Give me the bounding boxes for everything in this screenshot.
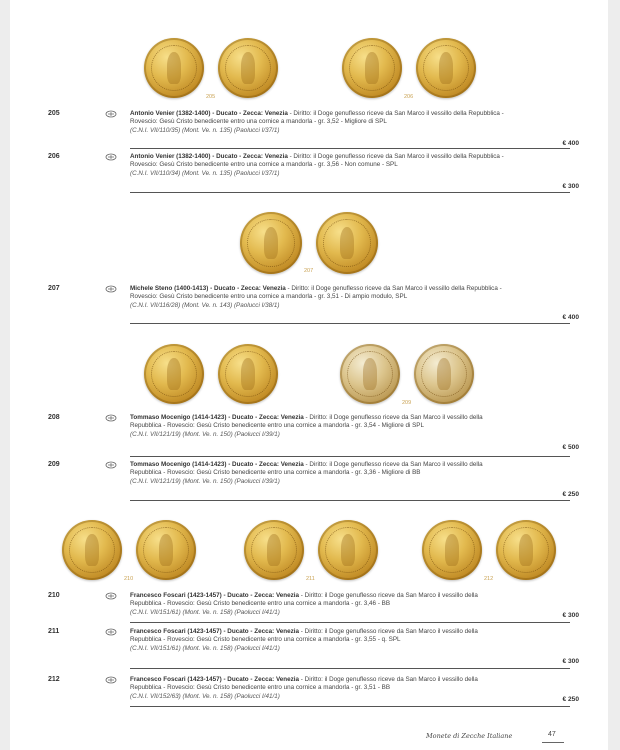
lot-number: 206 [48,153,60,160]
lot-number: 209 [48,461,60,468]
lot-price: € 250 [562,491,579,498]
catalog-title: Monete di Zecche Italiane [426,732,513,740]
lot-number: 208 [48,414,60,421]
hammer-icon [105,461,117,469]
lot-price: € 300 [562,658,579,665]
lot-title: Francesco Foscari (1423-1457) - Ducato - Zecca: Venezia [130,592,300,599]
lot-title: Tommaso Mocenigo (1414-1423) - Ducato - Zecca: Venezia [130,461,304,468]
hammer-icon [105,153,117,161]
hammer-icon [105,592,117,600]
hammer-icon [105,110,117,118]
lot-description [130,153,510,178]
lot-reference: (C.N.I. VII/116/28) (Mont. Ve. n. 143) (Paolucci I/38/1) [130,301,280,309]
lot-divider [130,192,570,193]
coin-image-208-obverse [144,344,204,404]
hammer-icon [105,676,117,684]
lot-title: Antonio Venier (1382-1400) - Ducato - Zecca: Venezia [130,110,288,117]
lot-description [130,592,510,617]
lot-description [130,110,510,135]
lot-title: Antonio Venier (1382-1400) - Ducato - Zecca: Venezia [130,153,288,160]
coin-image-212-obverse [422,520,482,580]
lot-price: € 400 [562,140,579,147]
lot-divider [130,323,570,324]
lot-details: - Diritto: il Doge genuflesso riceve da San Marco il vessillo della Repubblica - Rovescio: Gesù Cristo benedicente entro una cornice a mandorla - gr. 3,51 - Di ampio modulo, SPL [130,285,502,301]
lot-reference: (C.N.I. VII/110/34) (Mont. Ve. n. 135) (Paolucci I/37/1) [130,169,280,177]
lot-number: 205 [48,110,60,117]
lot-details: - Diritto: il Doge genuflesso riceve da San Marco il vessillo della Repubblica - Rovescio: Gesù Cristo benedicente entro una cornice a mandorla - gr. 3,36 - Migliore di BB [130,461,483,477]
coin-image-211-obverse [244,520,304,580]
coin-image-206-obverse [342,38,402,98]
coin-label-209: 209 [402,400,412,406]
lot-reference: (C.N.I. VII/151/61) (Mont. Ve. n. 158) (Paolucci I/41/1) [130,608,280,616]
coin-image-205-obverse [144,38,204,98]
lot-number: 210 [48,592,60,599]
lot-number: 211 [48,628,60,635]
lot-reference: (C.N.I. VII/151/61) (Mont. Ve. n. 158) (Paolucci I/41/1) [130,644,280,652]
lot-title: Michele Steno (1400-1413) - Ducato - Zecca: Venezia [130,285,286,292]
page-number-rule [542,742,564,743]
lot-description [130,285,510,310]
lot-reference: (C.N.I. VII/121/19) (Mont. Ve. n. 150) (Paolucci I/39/1) [130,430,280,438]
lot-price: € 250 [562,696,579,703]
lot-reference: (C.N.I. VII/121/19) (Mont. Ve. n. 150) (Paolucci I/39/1) [130,477,280,485]
lot-number: 212 [48,676,60,683]
lot-divider [130,456,570,457]
lot-price: € 300 [562,612,579,619]
coin-label-211: 211 [306,576,315,582]
lot-price: € 400 [562,314,579,321]
coin-image-207-obverse [240,212,302,274]
lot-details: - Diritto: il Doge genuflesso riceve da San Marco il vessillo della Repubblica - Rovescio: Gesù Cristo benedicente entro una cornice a mandorla - gr. 3,56 - Non comune - SPL [130,153,504,169]
coin-image-210-obverse [62,520,122,580]
lot-details: - Diritto: il Doge genuflesso riceve da San Marco il vessillo della Repubblica - Rovescio: Gesù Cristo benedicente entro una cornice a mandorla - gr. 3,55 - q. SPL [130,628,478,644]
coin-image-211-reverse [318,520,378,580]
lot-details: - Diritto: il Doge genuflesso riceve da San Marco il vessillo della Repubblica - Rovescio: Gesù Cristo benedicente entro una cornice a mandorla - gr. 3,52 - Migliore di SPL [130,110,504,126]
lot-details: - Diritto: il Doge genuflesso riceve da San Marco il vessillo della Repubblica - Rovescio: Gesù Cristo benedicente entro una cornice a mandorla - gr. 3,54 - Migliore di SPL [130,414,483,430]
lot-details: - Diritto: il Doge genuflesso riceve da San Marco il vessillo della Repubblica - Rovescio: Gesù Cristo benedicente entro una cornice a mandorla - gr. 3,46 - BB [130,592,478,608]
lot-divider [130,706,570,707]
lot-reference: (C.N.I. VII/152/63) (Mont. Ve. n. 158) (Paolucci I/41/1) [130,692,280,700]
coin-image-210-reverse [136,520,196,580]
coin-image-209-obverse [340,344,400,404]
lot-description [130,414,510,439]
lot-divider [130,500,570,501]
lot-price: € 500 [562,444,579,451]
coin-image-206-reverse [416,38,476,98]
lot-price: € 300 [562,183,579,190]
lot-divider [130,148,570,149]
lot-description [130,676,510,701]
lot-title: Tommaso Mocenigo (1414-1423) - Ducato - Zecca: Venezia [130,414,304,421]
page-number: 47 [548,731,556,738]
lot-divider [130,622,570,623]
hammer-icon [105,414,117,422]
lot-description [130,461,510,486]
coin-image-205-reverse [218,38,278,98]
coin-label-210: 210 [124,576,134,582]
coin-label-206: 206 [404,94,414,100]
coin-label-207: 207 [304,268,314,274]
catalog-page [10,0,608,750]
coin-image-209-reverse [414,344,474,404]
lot-title: Francesco Foscari (1423-1457) - Ducato - Zecca: Venezia [130,676,300,683]
coin-label-212: 212 [484,576,494,582]
lot-title: Francesco Foscari (1423-1457) - Ducato - Zecca: Venezia [130,628,300,635]
coin-image-208-reverse [218,344,278,404]
coin-image-207-reverse [316,212,378,274]
lot-number: 207 [48,285,60,292]
hammer-icon [105,628,117,636]
coin-label-205: 205 [206,94,216,100]
lot-details: - Diritto: il Doge genuflesso riceve da San Marco il vessillo della Repubblica - Rovescio: Gesù Cristo benedicente entro una cornice a mandorla - gr. 3,51 - BB [130,676,478,692]
hammer-icon [105,285,117,293]
lot-description [130,628,510,653]
lot-divider [130,668,570,669]
lot-reference: (C.N.I. VII/110/35) (Mont. Ve. n. 135) (Paolucci I/37/1) [130,126,280,134]
coin-image-212-reverse [496,520,556,580]
